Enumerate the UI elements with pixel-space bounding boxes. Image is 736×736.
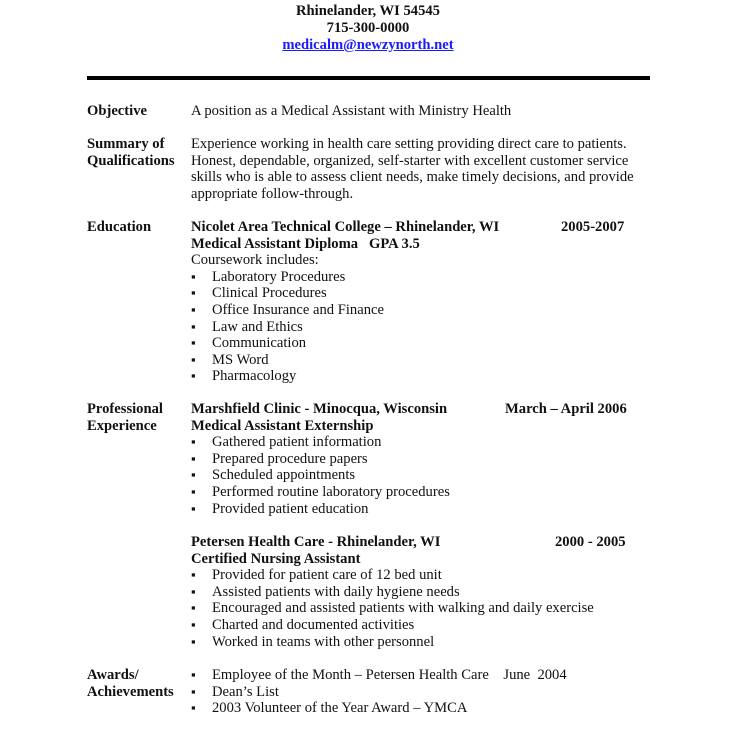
list-item: ▪ MS Word [191, 352, 499, 369]
job1-duties [191, 434, 450, 517]
list-item: ▪ Pharmacology [191, 368, 499, 385]
list-item: ▪ Clinical Procedures [191, 285, 499, 302]
education-dates: 2005-2007 [561, 219, 625, 235]
list-item: ▪ 2003 Volunteer of the Year Award – YMCA [191, 700, 567, 717]
email-link[interactable]: medicalm@newzynorth.net [282, 37, 454, 53]
list-item: ▪ Assisted patients with daily hygiene needs [191, 584, 594, 601]
summary-line: skills who is able to assess client needs, make timely decisions, and provide [191, 169, 634, 186]
awards-label-line2: Achievements [87, 683, 174, 700]
list-item: ▪ Dean’s List [191, 684, 567, 701]
header-divider [87, 76, 650, 80]
summary-line: Honest, dependable, organized, self-starter with excellent customer service [191, 152, 629, 169]
list-item: ▪ Charted and documented activities [191, 617, 594, 634]
job1-title: Medical Assistant Externship [191, 417, 374, 434]
list-item: ▪ Employee of the Month – Petersen Health Care June 2004 [191, 667, 567, 684]
list-item: ▪ Prepared procedure papers [191, 451, 450, 468]
address-city-line: Rhinelander, WI 54545 [296, 3, 440, 19]
summary-line: Experience working in health care setting providing direct care to patients. [191, 136, 627, 152]
job1-body [191, 401, 450, 517]
list-item: ▪ Performed routine laboratory procedures [191, 484, 450, 501]
list-item: ▪ Law and Ethics [191, 319, 499, 336]
awards-list [191, 667, 567, 717]
list-item: ▪ Provided patient education [191, 501, 450, 518]
coursework-intro: Coursework includes: [191, 252, 319, 269]
phone-number: 715-300-0000 [326, 20, 410, 36]
school-name: Nicolet Area Technical College – Rhinelander, WI [191, 219, 500, 235]
list-item: ▪ Gathered patient information [191, 434, 450, 451]
experience-label-line2: Experience [87, 417, 157, 434]
awards-body [191, 667, 567, 717]
list-item: ▪ Laboratory Procedures [191, 269, 499, 286]
summary-label-line1: Summary of [87, 136, 165, 152]
email-link-wrap [0, 37, 736, 54]
experience-label [87, 401, 163, 434]
list-item: ▪ Provided for patient care of 12 bed unit [191, 567, 594, 584]
degree-line: Medical Assistant Diploma GPA 3.5 [191, 235, 420, 252]
education-label: Education [87, 219, 152, 235]
list-item: ▪ Worked in teams with other personnel [191, 634, 594, 651]
summary-line: appropriate follow-through. [191, 185, 354, 202]
job2-employer: Petersen Health Care - Rhinelander, WI [191, 534, 441, 550]
summary-label-line2: Qualifications [87, 152, 175, 169]
job2-title: Certified Nursing Assistant [191, 550, 361, 567]
awards-label [87, 667, 174, 700]
job1-dates: March – April 2006 [505, 401, 627, 417]
job2-body [191, 534, 594, 650]
list-item: ▪ Scheduled appointments [191, 467, 450, 484]
job2-dates: 2000 - 2005 [555, 534, 626, 550]
list-item: ▪ Encouraged and assisted patients with walking and daily exercise [191, 600, 594, 617]
awards-label-line1: Awards/ [87, 667, 139, 683]
list-item: ▪ Office Insurance and Finance [191, 302, 499, 319]
education-body [191, 219, 499, 385]
list-item: ▪ Communication [191, 335, 499, 352]
summary-text [191, 136, 634, 202]
objective-text: A position as a Medical Assistant with Ministry Health [191, 103, 512, 119]
job2-duties [191, 567, 594, 650]
experience-label-line1: Professional [87, 401, 163, 417]
job1-employer: Marshfield Clinic - Minocqua, Wisconsin [191, 401, 448, 417]
objective-label: Objective [87, 103, 147, 119]
summary-label [87, 136, 175, 169]
course-list [191, 269, 499, 385]
